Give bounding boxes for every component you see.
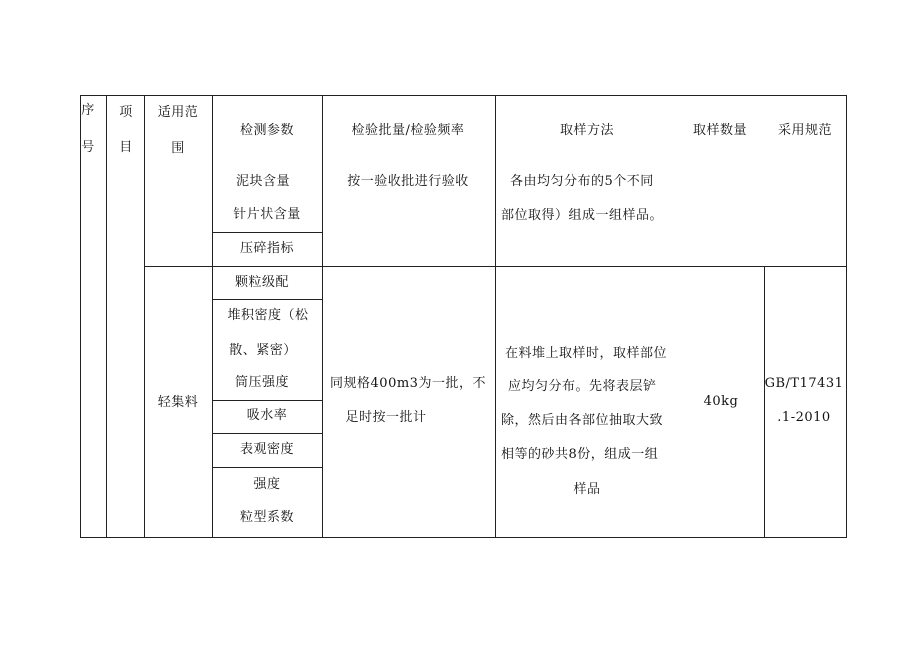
lightweight-standard-line2: .1-2010 bbox=[777, 410, 831, 425]
row-line-param-1 bbox=[212, 299, 322, 300]
param-bulk-density-line1: 堆积密度（松 bbox=[227, 308, 309, 323]
param-crushing-index: 压碎指标 bbox=[239, 241, 295, 256]
col-line-5 bbox=[495, 95, 496, 538]
param-cylinder-strength: 筒压强度 bbox=[234, 375, 290, 390]
header-scope-line2: 围 bbox=[171, 141, 185, 156]
col-line-2 bbox=[144, 95, 145, 538]
param-shape-coefficient: 粒型系数 bbox=[239, 510, 295, 525]
col-line-1 bbox=[106, 95, 107, 538]
row-line-param-3 bbox=[212, 433, 322, 434]
lightweight-method-line3: 除，然后由各部位抽取大致 bbox=[501, 413, 664, 428]
lightweight-batch-line1: 同规格400m3为一批，不 bbox=[330, 376, 486, 391]
header-batch: 检验批量/检验频率 bbox=[351, 123, 465, 138]
header-quantity: 取样数量 bbox=[692, 123, 748, 138]
row-line-param-4 bbox=[212, 467, 322, 468]
param-water-absorption: 吸水率 bbox=[246, 408, 288, 423]
upper-batch-text: 按一验收批进行验收 bbox=[347, 174, 469, 189]
param-strength: 强度 bbox=[253, 477, 281, 492]
table-border-left bbox=[80, 95, 81, 538]
param-mud-content: 泥块含量 bbox=[235, 174, 291, 189]
lightweight-method-line2: 应均匀分布。先将表层铲 bbox=[508, 379, 657, 394]
header-param: 检测参数 bbox=[239, 123, 295, 138]
header-seq-line1: 序 bbox=[81, 103, 95, 118]
row-line-param-2 bbox=[212, 400, 322, 401]
param-apparent-density: 表观密度 bbox=[239, 442, 295, 457]
lightweight-method-line5: 样品 bbox=[573, 482, 601, 497]
param-grading: 颗粒级配 bbox=[234, 275, 290, 290]
header-standard: 采用规范 bbox=[777, 123, 833, 138]
header-item-line1: 项 bbox=[119, 105, 133, 120]
upper-method-line1: 各由均匀分布的5个不同 bbox=[510, 174, 654, 189]
col-line-6 bbox=[764, 266, 765, 538]
row-line-section-divider bbox=[144, 266, 846, 267]
col-line-3 bbox=[212, 95, 213, 538]
param-flaky-content: 针片状含量 bbox=[233, 207, 301, 222]
header-scope-line1: 适用范 bbox=[157, 105, 199, 120]
upper-method-line2: 部位取得）组成一组样品。 bbox=[501, 208, 664, 223]
lightweight-batch-line2: 足时按一批计 bbox=[345, 410, 427, 425]
row-line-crushing-top bbox=[212, 232, 322, 233]
table-border-top bbox=[80, 95, 846, 96]
lightweight-method-line1: 在料堆上取样时，取样部位 bbox=[505, 346, 668, 361]
table-border-right bbox=[846, 95, 847, 538]
header-seq-line2: 号 bbox=[81, 140, 95, 155]
lightweight-standard-line1: GB/T17431 bbox=[764, 376, 844, 391]
header-item-line2: 目 bbox=[119, 140, 133, 155]
param-bulk-density-line2: 散、紧密） bbox=[229, 343, 297, 358]
header-method: 取样方法 bbox=[559, 123, 615, 138]
lightweight-method-line4: 相等的砂共8份，组成一组 bbox=[501, 447, 659, 462]
table-border-bottom bbox=[80, 537, 846, 538]
lightweight-scope: 轻集料 bbox=[157, 395, 199, 410]
lightweight-quantity: 40kg bbox=[703, 394, 739, 409]
col-line-4 bbox=[322, 95, 323, 538]
